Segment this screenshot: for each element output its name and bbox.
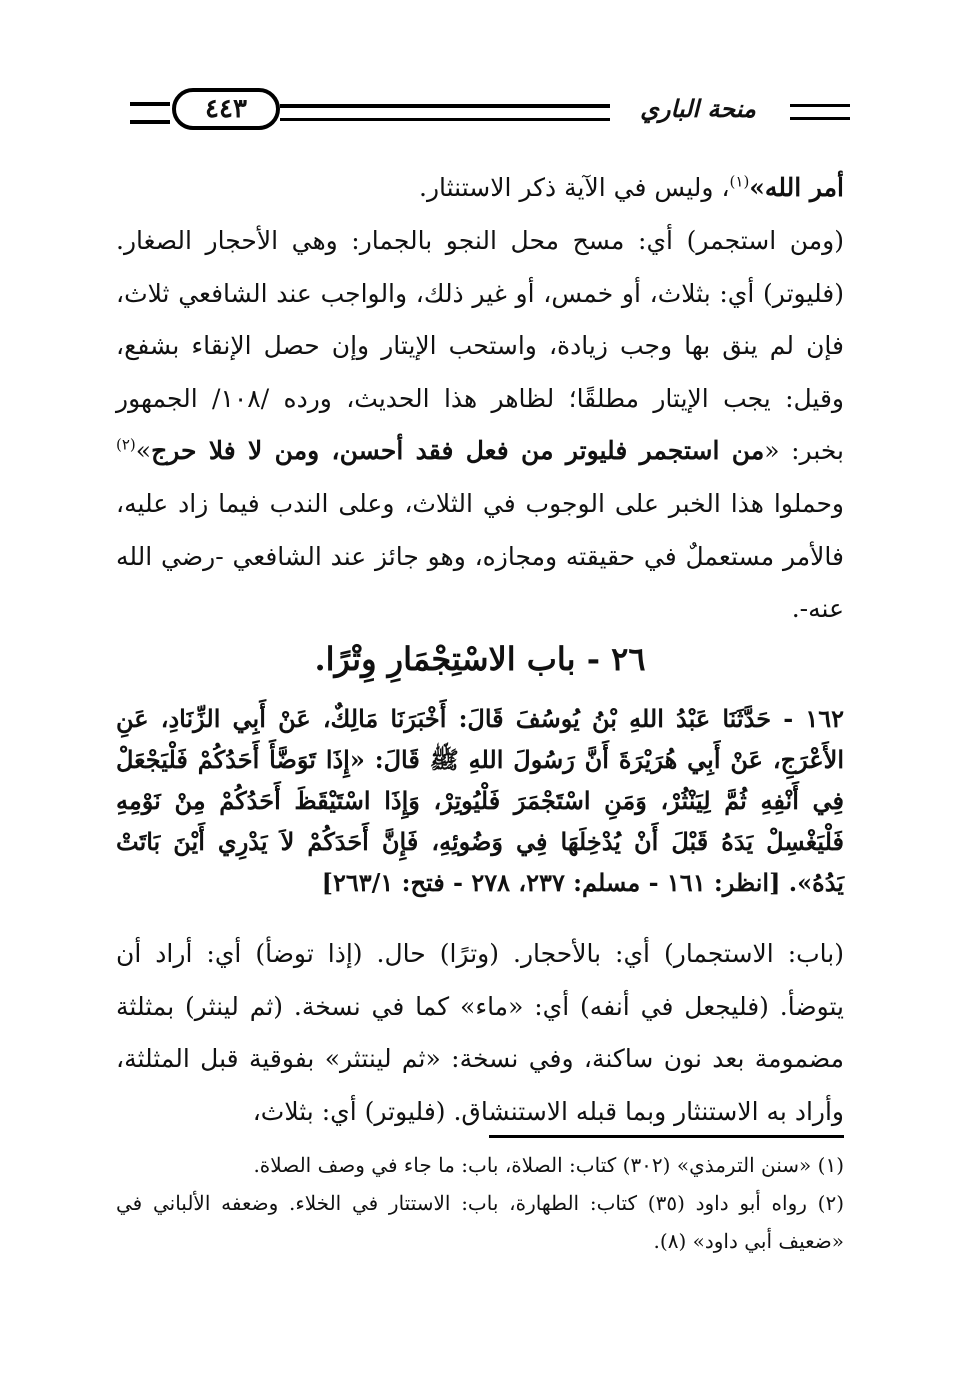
header-rule-right (790, 104, 850, 120)
hadith-text: ١٦٢ - حَدَّثَنَا عَبْدُ اللهِ بْنُ يُوسُفَ قَالَ: أَخْبَرَنَا مَالِكٌ، عَنْ أَبِي الزِّنَادِ، عَنِ الأَعْرَجِ، عَنْ أَبِي هُرَيْرَةَ أَنَّ رَسُولَ اللهِ ﷺ قَالَ: «إِذَا تَوَضَّأَ أَحَدُكُمْ فَلْيَجْعَلْ فِي أَنْفِهِ ثُمَّ لِيَنْثُرْ، وَمَنِ اسْتَجْمَرَ فَلْيُوتِرْ، وَإِذَا اسْتَيْقَظَ أَحَدُكُمْ مِنْ نَوْمِهِ فَلْيَغْسِلْ يَدَهُ قَبْلَ أَنْ يُدْخِلَهَا فِي وَضُوئِهِ، فَإِنَّ أَحَدَكُمْ لاَ يَدْرِي أَيْنَ بَاتَتْ يَدُهُ». [انظر: ١٦١ - مسلم: ٢٣٧، ٢٧٨ - فتح: ٢٦٣/١] (116, 704, 844, 897)
footnote-divider (489, 1135, 844, 1138)
page-header (130, 88, 850, 138)
footnote-1: (١) «سنن الترمذي» (٣٠٢) كتاب: الصلاة، باب: ما جاء في وصف الصلاة. (253, 1153, 844, 1177)
commentary-paragraph: (باب: الاستجمار) أي: بالأحجار. (وترًا) حال. (إذا توضأ) أي: أراد أن يتوضأ. (فليجعل في أنفه) أي: «ماء» كما في نسخة. (ثم لينثر) بمثلثة مضمومة بعد نون ساكنة، وفي نسخة: «ثم لينتثر» بفوقية قبل المثلثة، وأراد به الاستنثار وبما قبله الاستنشاق. (فليوتر) أي: بثلاث، (116, 939, 844, 1126)
footnotes (116, 1146, 844, 1260)
quote-bold: أمر الله» (749, 173, 844, 202)
hadith-quote-bold: من استجمر فليوتر من فعل فقد أحسن، ومن لا فلا حرج (151, 436, 765, 466)
footnote-ref-1: (١) (729, 172, 750, 191)
para-text-cont: وحملوا هذا الخبر على الوجوب في الثلاث، وعلى الندب فيما زاد عليه، فالأمر مستعملٌ في حقيقته ومجازه، وهو جائز عند الشافعي -رضي الله عنه-. (116, 488, 844, 624)
header-rule-left (130, 102, 170, 124)
footnote-ref-2: (٢) (116, 436, 136, 455)
running-title: منحة الباري (640, 94, 756, 123)
footnote-2: (٢) رواه أبو داود (٣٥) كتاب: الطهارة، باب: الاستتار في الخلاء. وضعفه الألباني في «ضعيف أبي داود» (٨). (116, 1191, 845, 1253)
para-text: (ومن استجمر) أي: مسح محل النجو بالجمار: وهي الأحجار الصغار. (فليوتر) أي: بثلاث، أو خمس، أو غير ذلك، والواجب عند الشافعي ثلاث، فإن لم ينق بها وجب زيادة، واستحب الإيتار وإن حصل الإنقاء بشفع، وقيل: يجب الإيتار مطلقًا؛ لظاهر هذا الحديث، ورده /١٠٨/ الجمهور بخبر: « (116, 226, 844, 466)
page-number: ٤٤٣ (172, 88, 280, 130)
quote-close: » (135, 436, 152, 466)
chapter-title: ٢٦ - باب الاسْتِجْمَارِ وِتْرًا. (314, 640, 646, 678)
header-rule-middle (280, 104, 610, 121)
intro-text: ، وليس في الآية ذكر الاستنثار. (419, 173, 730, 202)
intro-paragraph-2 (116, 215, 844, 636)
intro-paragraph-1 (116, 162, 844, 215)
